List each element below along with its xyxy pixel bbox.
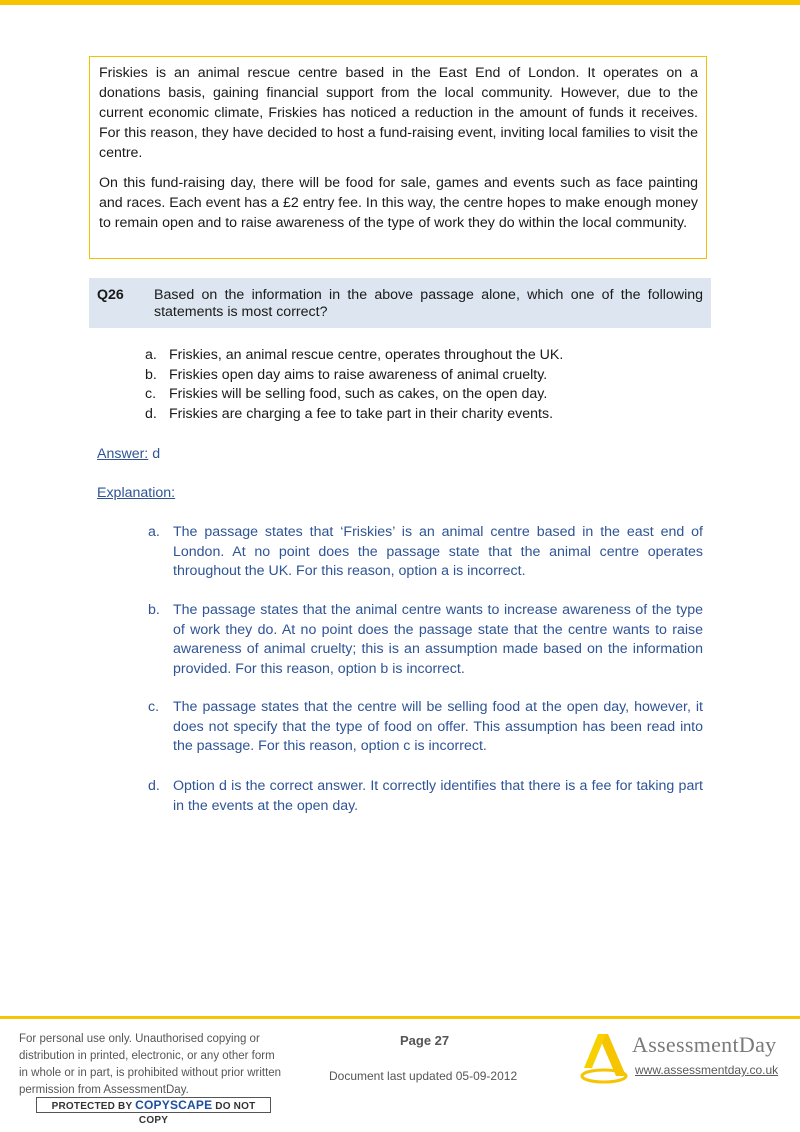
question-text: Based on the information in the above passage alone, which one of the following statements is most correct? [154,287,703,320]
website-link[interactable]: www.assessmentday.co.uk [635,1063,779,1077]
explanation-letter: d. [148,778,160,794]
question-number: Q26 [97,287,124,303]
copyright-notice: For personal use only. Unauthorised copying or distribution in printed, electronic, or any other form in whole or in part, is prohibited without prior written permission from AssessmentDay. [19,1033,282,1096]
footer-accent-bar [0,1016,800,1019]
question-band [89,278,711,328]
passage-box [89,56,707,259]
assessmentday-logo [578,1028,793,1088]
passage-paragraph-2: On this fund-raising day, there will be food for sale, games and events such as face painting and races. Each event has a £2 entry fee. In this way, the centre hopes to make enough money to remain open and to raise awareness of the type of work they do within the local community. [99,175,698,231]
option-letter: b. [145,366,157,383]
option-letter: a. [145,347,157,363]
explanation-letter: a. [148,524,160,540]
option-text: Friskies will be selling food, such as cakes, on the open day. [169,386,548,402]
copyscape-post: DO NOT COPY [138,1101,256,1126]
explanation-text: The passage states that the animal centre wants to increase awareness of the type of work they do. At no point does the passage state that the centre wants to raise awareness of animal cruelty; this is an assumption made based on the information provided. For this reason, option b is incorrect. [173,602,703,677]
explanation-item [148,777,703,816]
answer-label: Answer: [97,446,149,462]
explanation-text: The passage states that the centre will be selling food at the open day, however, it does not specify that the type of food on offer. This assumption has been read into the passage. For this reason, option c is incorrect. [173,699,703,754]
explanation-letter: b. [148,602,160,618]
answer-line [97,446,160,462]
option-text: Friskies open day aims to raise awareness of animal cruelty. [169,366,548,383]
explanation-text: The passage states that ‘Friskies’ is an animal centre based in the east end of London. At no point does the passage state that the animal centre operates throughout the UK. For this reason, option a is incorrect. [173,524,703,579]
explanation-item [148,523,703,582]
explanation-item [148,698,703,757]
last-updated: Document last updated 05-09-2012 [329,1069,518,1083]
copyscape-badge[interactable] [36,1097,271,1126]
option-item [145,405,705,425]
option-text: Friskies are charging a fee to take part in their charity events. [169,405,554,422]
explanation-letter: c. [148,699,160,715]
option-item [145,385,705,405]
option-letter: c. [145,386,157,402]
logo-mark-icon [578,1032,628,1084]
explanation-item [148,601,703,679]
option-item [145,346,705,366]
explanation-title: Explanation: [97,485,176,501]
option-item [145,366,705,386]
answer-value: d [148,446,161,462]
explanation-text: Option d is the correct answer. It correctly identifies that there is a fee for taking part in the events at the open day. [173,778,703,814]
top-accent-bar [0,0,800,5]
logo-text: AssessmentDay [632,1032,777,1057]
options-list [145,346,705,424]
copyscape-pre: PROTECTED BY [51,1101,136,1112]
option-text: Friskies, an animal rescue centre, operates throughout the UK. [169,347,564,363]
passage-paragraph-1: Friskies is an animal rescue centre based in the East End of London. It operates on a donations basis, gaining financial support from the local community. However, due to the current economic climate, Friskies has noticed a reduction in the amount of funds it receives. For this reason, they have decided to host a fund-raising event, inviting local families to visit the centre. [99,65,698,161]
page-number: Page 27 [400,1033,450,1048]
copyscape-brand: COPYSCAPE [135,1098,213,1112]
option-letter: d. [145,405,157,422]
